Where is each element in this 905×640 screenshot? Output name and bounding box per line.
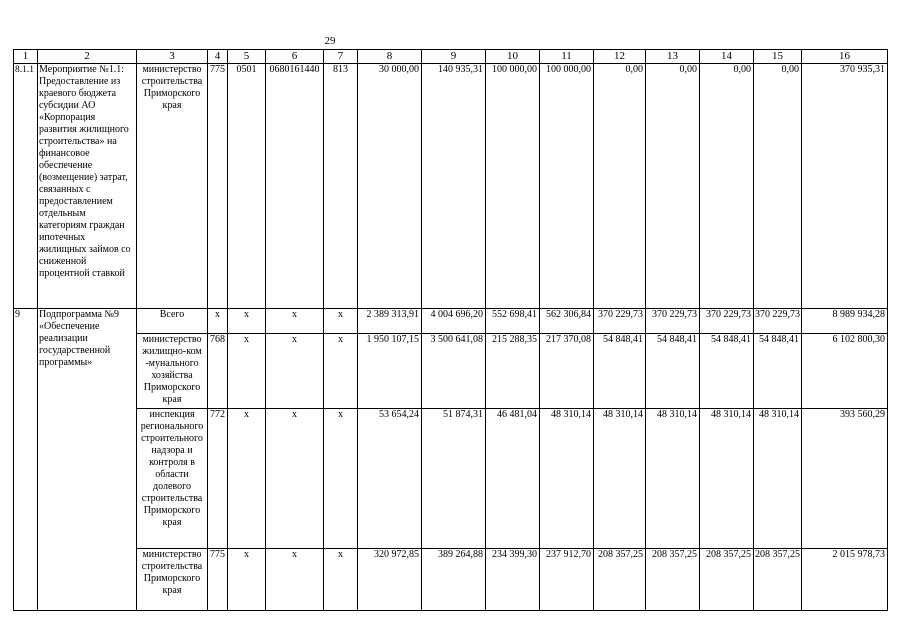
code-target: x: [266, 334, 324, 409]
value-cell: 48 310,14: [540, 409, 594, 549]
row-number: 9: [14, 309, 38, 611]
code-section: x: [228, 334, 266, 409]
code-expense-type: x: [324, 409, 358, 549]
header-cell: 5: [228, 50, 266, 64]
page-number: 29: [324, 35, 336, 47]
value-cell: 48 310,14: [700, 409, 754, 549]
code-target: x: [266, 309, 324, 334]
executor-name: министерство строительства Приморского края: [137, 549, 208, 611]
value-cell: 0,00: [754, 64, 802, 309]
table-row: [14, 309, 888, 334]
total-cell: 393 560,29: [802, 409, 888, 549]
value-cell: 0,00: [594, 64, 646, 309]
code-section: x: [228, 309, 266, 334]
code-grbs: 775: [208, 549, 228, 611]
code-grbs: 768: [208, 334, 228, 409]
code-expense-type: x: [324, 334, 358, 409]
table-row: [14, 549, 888, 611]
header-cell: 14: [700, 50, 754, 64]
executor-name: инспекция регионального строительного надзора и контроля в области долевого строительства Приморского края: [137, 409, 208, 549]
total-cell: 370 935,31: [802, 64, 888, 309]
value-cell: 51 874,31: [422, 409, 486, 549]
total-cell: 2 015 978,73: [802, 549, 888, 611]
table-row: [14, 409, 888, 549]
executor-name: министерство жилищно-ком -мунального хозяйства Приморского края: [137, 334, 208, 409]
code-target: x: [266, 549, 324, 611]
code-expense-type: 813: [324, 64, 358, 309]
measure-name: Мероприятие №1.1: Предоставление из краевого бюджета субсидии АО «Корпорация развития жилищного строительства» на финансовое обеспечение (возмещение) затрат, связанных с предоставлением отдельным категориям граждан ипотечных жилищных займов со сниженной процентной ставкой: [38, 64, 137, 309]
value-cell: 48 310,14: [646, 409, 700, 549]
code-target: x: [266, 409, 324, 549]
code-section: x: [228, 409, 266, 549]
total-cell: 8 989 934,28: [802, 309, 888, 334]
value-cell: 370 229,73: [646, 309, 700, 334]
value-cell: 552 698,41: [486, 309, 540, 334]
table-row: [14, 334, 888, 409]
code-section: 0501: [228, 64, 266, 309]
value-cell: 0,00: [646, 64, 700, 309]
code-section: x: [228, 549, 266, 611]
header-cell: 10: [486, 50, 540, 64]
value-cell: 234 399,30: [486, 549, 540, 611]
header-cell: 16: [802, 50, 888, 64]
budget-table: [13, 49, 888, 611]
value-cell: 100 000,00: [486, 64, 540, 309]
value-cell: 30 000,00: [358, 64, 422, 309]
header-cell: 15: [754, 50, 802, 64]
value-cell: 208 357,25: [594, 549, 646, 611]
value-cell: 215 288,35: [486, 334, 540, 409]
code-grbs: x: [208, 309, 228, 334]
header-cell: 8: [358, 50, 422, 64]
header-cell: 12: [594, 50, 646, 64]
header-cell: 2: [38, 50, 137, 64]
value-cell: 100 000,00: [540, 64, 594, 309]
subprogram-name: Подпрограмма №9 «Обеспечение реализации государственной программы»: [38, 309, 137, 611]
value-cell: 237 912,70: [540, 549, 594, 611]
value-cell: 54 848,41: [594, 334, 646, 409]
value-cell: 140 935,31: [422, 64, 486, 309]
header-cell: 7: [324, 50, 358, 64]
value-cell: 217 370,08: [540, 334, 594, 409]
executor-name: министерство строительства Приморского края: [137, 64, 208, 309]
table-row: [14, 64, 888, 309]
value-cell: 208 357,25: [646, 549, 700, 611]
value-cell: 389 264,88: [422, 549, 486, 611]
value-cell: 208 357,25: [700, 549, 754, 611]
header-cell: 1: [14, 50, 38, 64]
value-cell: 1 950 107,15: [358, 334, 422, 409]
value-cell: 370 229,73: [700, 309, 754, 334]
value-cell: 0,00: [700, 64, 754, 309]
code-grbs: 775: [208, 64, 228, 309]
value-cell: 53 654,24: [358, 409, 422, 549]
value-cell: 562 306,84: [540, 309, 594, 334]
value-cell: 48 310,14: [594, 409, 646, 549]
row-number: 8.1.1: [14, 64, 38, 309]
header-cell: 3: [137, 50, 208, 64]
header-cell: 11: [540, 50, 594, 64]
value-cell: 54 848,41: [700, 334, 754, 409]
value-cell: 3 500 641,08: [422, 334, 486, 409]
value-cell: 208 357,25: [754, 549, 802, 611]
header-cell: 9: [422, 50, 486, 64]
code-target: 0680161440: [266, 64, 324, 309]
value-cell: 370 229,73: [594, 309, 646, 334]
value-cell: 48 310,14: [754, 409, 802, 549]
header-cell: 13: [646, 50, 700, 64]
value-cell: 320 972,85: [358, 549, 422, 611]
value-cell: 4 004 696,20: [422, 309, 486, 334]
value-cell: 46 481,04: [486, 409, 540, 549]
total-cell: 6 102 800,30: [802, 334, 888, 409]
header-row: [14, 50, 888, 64]
value-cell: 54 848,41: [646, 334, 700, 409]
code-grbs: 772: [208, 409, 228, 549]
value-cell: 2 389 313,91: [358, 309, 422, 334]
header-cell: 6: [266, 50, 324, 64]
executor-name: Всего: [137, 309, 208, 334]
code-expense-type: x: [324, 549, 358, 611]
header-cell: 4: [208, 50, 228, 64]
code-expense-type: x: [324, 309, 358, 334]
value-cell: 370 229,73: [754, 309, 802, 334]
value-cell: 54 848,41: [754, 334, 802, 409]
